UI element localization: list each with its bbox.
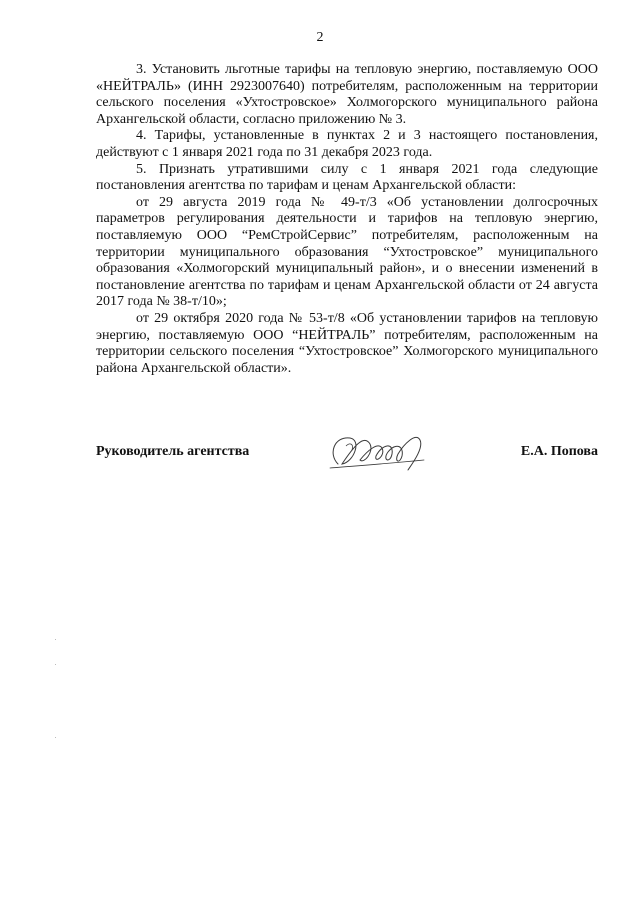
paragraph-4: 4. Тарифы, установленные в пунктах 2 и 3 настоящего постановления, действуют с 1 января 2021 года по 31 декабря 2023 года.: [96, 128, 598, 160]
signatory-title: Руководитель агентства: [96, 444, 250, 459]
margin-dot: [55, 737, 56, 738]
document-body: [96, 62, 598, 377]
margin-dot: [55, 664, 56, 665]
signature-icon: [324, 424, 434, 480]
page-number: 2: [316, 30, 324, 45]
paragraph-5: 5. Признать утратившими силу с 1 января 2021 года следующие постановления агентства по тарифам и ценам Архангельской области:: [96, 161, 598, 194]
repealed-act-2019: от 29 августа 2019 года № 49-т/3 «Об установлении долгосрочных параметров регулирования деятельности и тарифов на тепловую энергию, поставляемую ООО “РемСтройСервис” потребителям, расположенным на территории муниципального образования “Ухтостровское” муниципального образования «Холмогорский муниципальный район», и о внесении изменений в постановление агентства по тарифам и ценам Архангельской области от 24 августа 2017 года № 38-т/10»;: [96, 194, 598, 310]
paragraph-3: 3. Установить льготные тарифы на тепловую энергию, поставляемую ООО «НЕЙТРАЛЬ» (ИНН 2923007640) потребителям, расположенным на территории сельского поселения «Ухтостровское» Холмогорского муниципального района Архангельской области, согласно приложению № 3.: [96, 62, 598, 127]
margin-dot: [55, 639, 56, 640]
signature-block: [96, 444, 598, 472]
signatory-name: Е.А. Попова: [520, 444, 598, 459]
repealed-act-2020: от 29 октября 2020 года № 53-т/8 «Об установлении тарифов на тепловую энергию, поставляемую ООО “НЕЙТРАЛЬ” потребителям, расположенным на территории сельского поселения “Ухтостровское” Холмогорского муниципального района Архангельской области».: [96, 310, 598, 376]
